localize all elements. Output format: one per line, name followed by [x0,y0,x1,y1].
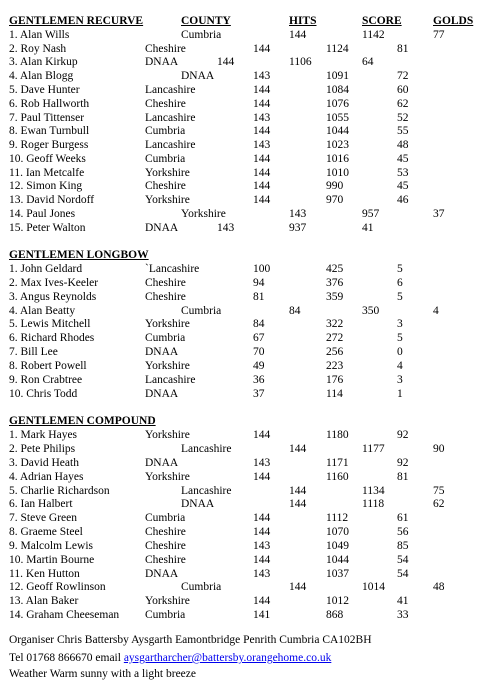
email-link[interactable]: aysgartharcher@battersby.orangehome.co.uk [123,652,332,664]
archer-score: 1142 [362,29,385,41]
archer-name: 12. Geoff Rowlinson [9,581,106,593]
archer-hits: 100 [253,263,271,275]
archer-hits: 143 [289,208,307,220]
archer-name: 1. Mark Hayes [9,429,78,441]
archer-county: Cumbria [145,332,186,344]
archer-score: 1084 [326,84,349,96]
archer-golds: 5 [397,332,403,344]
archer-score: 937 [289,222,307,234]
archer-name: 3. Alan Kirkup [9,56,78,68]
archer-hits: 143 [253,540,271,552]
county-column-header: COUNTY [181,15,231,27]
archer-name: 9. Malcolm Lewis [9,540,93,552]
archer-golds: 62 [433,498,445,510]
archer-hits: 144 [253,125,271,137]
archer-county: DNAA [145,56,179,68]
archer-name: 8. Ewan Turnbull [9,125,90,137]
archer-score: 1070 [326,526,349,538]
archer-county: Cheshire [145,277,186,289]
archer-county: Yorkshire [145,429,190,441]
archer-hits: 144 [289,485,307,497]
archer-score: 1112 [326,512,349,524]
archer-county: Cheshire [145,526,186,538]
archer-name: 5. Dave Hunter [9,84,80,96]
archer-name: 10. Martin Bourne [9,554,95,566]
archer-hits: 144 [253,43,271,55]
archer-score: 990 [326,180,344,192]
archer-hits: 144 [289,581,307,593]
section-title-compound: GENTLEMEN COMPOUND [9,415,156,427]
archer-hits: 84 [289,305,301,317]
section-title-recurve: GENTLEMEN RECURVE [9,15,144,27]
archer-hits: 144 [289,29,307,41]
archer-hits: 37 [253,388,265,400]
archer-hits: 84 [253,318,265,330]
archer-hits: 143 [217,222,235,234]
archer-name: 7. Bill Lee [9,346,58,358]
archer-score: 957 [362,208,380,220]
archer-score: 1180 [326,429,349,441]
archer-hits: 144 [253,429,271,441]
archer-name: 2. Roy Nash [9,43,67,55]
archer-golds: 53 [397,167,409,179]
archer-name: 4. Alan Blogg [9,70,74,82]
archer-name: 5. Lewis Mitchell [9,318,91,330]
archer-hits: 143 [253,70,271,82]
archer-hits: 36 [253,374,265,386]
contact-line [9,652,331,665]
archer-name: 11. Ken Hutton [9,568,80,580]
archer-county: Lancashire [145,84,196,96]
archer-county: DNAA [181,70,215,82]
archer-golds: 46 [397,194,409,206]
archer-name: 14. Graham Cheeseman [9,609,120,621]
archer-score: 1014 [362,581,385,593]
archer-score: 1044 [326,554,349,566]
archer-name: 5. Charlie Richardson [9,485,110,497]
archer-county: DNAA [145,388,179,400]
archer-score: 425 [326,263,344,275]
archer-county: Lancashire [145,139,196,151]
archer-golds: 0 [397,346,403,358]
archer-golds: 77 [433,29,445,41]
archer-score: 1118 [362,498,385,510]
archer-golds: 4 [397,360,403,372]
archer-golds: 3 [397,318,403,330]
archer-score: 272 [326,332,344,344]
archer-county: Cheshire [145,554,186,566]
archer-county: Cumbria [181,29,222,41]
archer-hits: 143 [253,139,271,151]
archer-score: 376 [326,277,344,289]
archer-golds: 75 [433,485,445,497]
archer-county: Cumbria [145,125,186,137]
archer-golds: 41 [397,595,409,607]
archer-name: 12. Simon King [9,180,83,192]
archer-score: 1012 [326,595,349,607]
archer-county: Cheshire [145,98,186,110]
archer-hits: 143 [253,112,271,124]
archer-county: `Lancashire [145,263,200,275]
archer-hits: 144 [253,180,271,192]
archer-golds: 92 [397,457,409,469]
archer-score: 1124 [326,43,349,55]
archer-name: 3. David Heath [9,457,79,469]
archer-score: 1134 [362,485,385,497]
archer-score: 1016 [326,153,349,165]
weather-line: Weather Warm sunny with a light breeze [9,668,196,680]
archer-hits: 144 [253,167,271,179]
archer-score: 322 [326,318,344,330]
archer-score: 1076 [326,98,349,110]
archer-hits: 70 [253,346,265,358]
telephone-text: Tel 01768 866670 email [9,652,121,664]
archer-name: 4. Adrian Hayes [9,471,84,483]
archer-hits: 144 [253,194,271,206]
archer-golds: 90 [433,443,445,455]
archer-golds: 85 [397,540,409,552]
archer-county: Yorkshire [145,318,190,330]
archer-golds: 72 [397,70,409,82]
archer-hits: 141 [253,609,271,621]
archer-score: 1037 [326,568,349,580]
archer-name: 9. Ron Crabtree [9,374,83,386]
archer-name: 8. Graeme Steel [9,526,83,538]
archer-golds: 64 [362,56,374,68]
archer-name: 3. Angus Reynolds [9,291,97,303]
archer-county: Cumbria [145,153,186,165]
archer-golds: 54 [397,568,409,580]
archer-county: Yorkshire [145,360,190,372]
archer-score: 223 [326,360,344,372]
archer-county: Cumbria [145,609,186,621]
archer-hits: 144 [217,56,235,68]
organiser-line: Organiser Chris Battersby Aysgarth Eamontbridge Penrith Cumbria CA102BH [9,634,372,646]
archer-county: Cumbria [181,581,222,593]
archer-county: Cumbria [181,305,222,317]
archer-name: 14. Paul Jones [9,208,76,220]
archer-score: 1055 [326,112,349,124]
archer-county: Cheshire [145,291,186,303]
archer-score: 1010 [326,167,349,179]
archer-hits: 144 [253,471,271,483]
archer-county: Yorkshire [145,595,190,607]
archer-name: 6. Ian Halbert [9,498,73,510]
archer-name: 6. Richard Rhodes [9,332,95,344]
archer-hits: 81 [253,291,265,303]
archer-county: Lancashire [181,443,232,455]
archer-county: Cheshire [145,180,186,192]
archer-golds: 37 [433,208,445,220]
archer-golds: 61 [397,512,409,524]
archer-hits: 144 [253,595,271,607]
archer-hits: 144 [253,98,271,110]
archer-score: 1160 [326,471,349,483]
golds-column-header: GOLDS [433,15,474,27]
archer-county: DNAA [145,457,179,469]
archer-name: 13. Alan Baker [9,595,79,607]
archer-name: 7. Paul Tittenser [9,112,85,124]
archer-name: 10. Chris Todd [9,388,78,400]
archer-score: 1106 [289,56,312,68]
archer-golds: 52 [397,112,409,124]
archer-score: 1049 [326,540,349,552]
archer-name: 1. Alan Wills [9,29,70,41]
archer-score: 359 [326,291,344,303]
archer-county: Cheshire [145,540,186,552]
archer-score: 1177 [362,443,385,455]
archer-name: 2. Max Ives-Keeler [9,277,99,289]
archer-name: 13. David Nordoff [9,194,95,206]
archer-score: 1091 [326,70,349,82]
archer-score: 970 [326,194,344,206]
archer-golds: 55 [397,125,409,137]
archer-golds: 54 [397,554,409,566]
archer-county: Yorkshire [145,471,190,483]
archer-golds: 1 [397,388,403,400]
archer-county: DNAA [181,498,215,510]
archer-golds: 62 [397,98,409,110]
archer-name: 6. Rob Hallworth [9,98,90,110]
archer-county: Yorkshire [145,167,190,179]
archer-name: 10. Geoff Weeks [9,153,86,165]
archer-golds: 45 [397,180,409,192]
archer-golds: 41 [362,222,374,234]
archer-hits: 49 [253,360,265,372]
hits-column-header: HITS [289,15,317,27]
archer-name: 4. Alan Beatty [9,305,76,317]
archer-name: 9. Roger Burgess [9,139,89,151]
score-column-header: SCORE [362,15,402,27]
archer-score: 1171 [326,457,349,469]
archer-county: Yorkshire [145,194,190,206]
archer-score: 1044 [326,125,349,137]
archer-hits: 144 [253,84,271,96]
archer-score: 256 [326,346,344,358]
archer-county: DNAA [145,222,179,234]
archer-golds: 81 [397,471,409,483]
archer-golds: 33 [397,609,409,621]
archer-score: 176 [326,374,344,386]
archer-golds: 56 [397,526,409,538]
archer-county: Cumbria [145,512,186,524]
archer-hits: 144 [253,554,271,566]
archer-hits: 67 [253,332,265,344]
archer-golds: 3 [397,374,403,386]
archer-hits: 143 [253,457,271,469]
archer-county: DNAA [145,568,179,580]
archer-score: 114 [326,388,343,400]
archer-golds: 45 [397,153,409,165]
archer-hits: 94 [253,277,265,289]
archer-county: Lancashire [181,485,232,497]
archer-county: Yorkshire [181,208,226,220]
archer-name: 1. John Geldard [9,263,83,275]
archer-golds: 48 [397,139,409,151]
archer-golds: 6 [397,277,403,289]
archer-hits: 144 [253,512,271,524]
archer-golds: 92 [397,429,409,441]
archer-golds: 48 [433,581,445,593]
archer-hits: 144 [289,443,307,455]
archer-name: 2. Pete Philips [9,443,76,455]
archer-golds: 5 [397,263,403,275]
archer-score: 1023 [326,139,349,151]
archer-score: 350 [362,305,380,317]
archer-hits: 144 [253,526,271,538]
archer-golds: 60 [397,84,409,96]
archer-county: Lancashire [145,374,196,386]
archer-hits: 143 [253,568,271,580]
archer-name: 8. Robert Powell [9,360,87,372]
archer-golds: 81 [397,43,409,55]
archer-score: 868 [326,609,344,621]
archer-name: 11. Ian Metcalfe [9,167,85,179]
archer-name: 7. Steve Green [9,512,78,524]
section-title-longbow: GENTLEMEN LONGBOW [9,249,149,261]
archer-hits: 144 [289,498,307,510]
archer-golds: 5 [397,291,403,303]
archer-golds: 4 [433,305,439,317]
archer-name: 15. Peter Walton [9,222,86,234]
archer-hits: 144 [253,153,271,165]
archer-county: Lancashire [145,112,196,124]
archer-county: DNAA [145,346,179,358]
archer-county: Cheshire [145,43,186,55]
